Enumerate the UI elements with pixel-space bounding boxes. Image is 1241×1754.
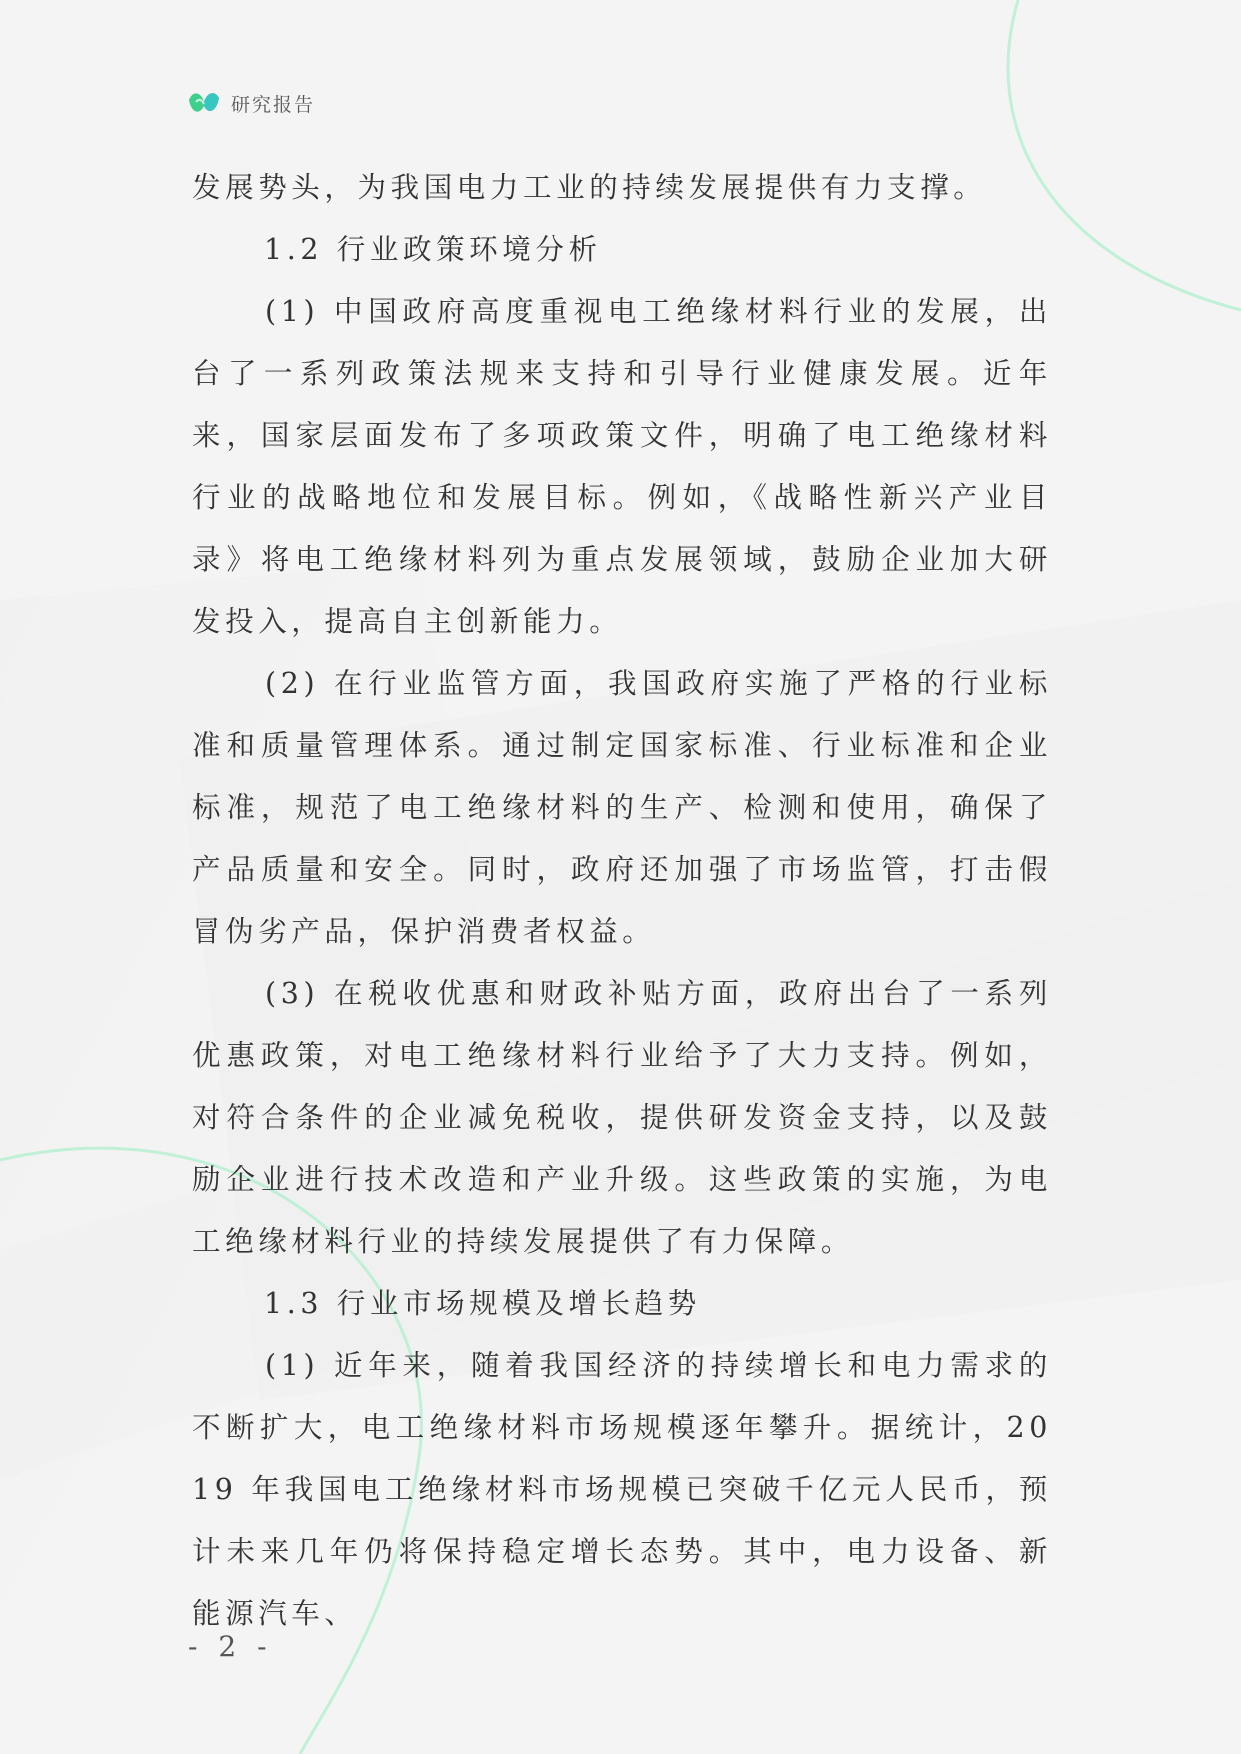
paragraph-policy-3: (3) 在税收优惠和财政补贴方面，政府出台了一系列优惠政策，对电工绝缘材料行业给予了大力支持。例如，对符合条件的企业减免税收，提供研发资金支持，以及鼓励企业进行技术改造和产业升级。这些政策的实施，为电工绝缘材料行业的持续发展提供了有力保障。	[192, 977, 1052, 1258]
paragraph-continuation: 发展势头，为我国电力工业的持续发展提供有力支撑。	[192, 171, 987, 204]
section-heading-1-2: 1.2 行业政策环境分析	[264, 233, 602, 266]
header-label: 研究报告	[231, 93, 316, 116]
paragraph-policy-2: (2) 在行业监管方面，我国政府实施了严格的行业标准和质量管理体系。通过制定国家标准、行业标准和企业标准，规范了电工绝缘材料的生产、检测和使用，确保了产品质量和安全。同时，政府还加强了市场监管，打击假冒伪劣产品，保护消费者权益。	[192, 667, 1052, 948]
logo-icon	[187, 88, 221, 118]
paragraph-market-1: (1) 近年来，随着我国经济的持续增长和电力需求的不断扩大，电工绝缘材料市场规模逐年攀升。据统计，2019 年我国电工绝缘材料市场规模已突破千亿元人民币，预计未来几年仍将保持稳定增长态势。其中，电力设备、新能源汽车、	[192, 1349, 1052, 1630]
paragraph-policy-1: (1) 中国政府高度重视电工绝缘材料行业的发展，出台了一系列政策法规来支持和引导行业健康发展。近年来，国家层面发布了多项政策文件，明确了电工绝缘材料行业的战略地位和发展目标。例如，《战略性新兴产业目录》将电工绝缘材料列为重点发展领域，鼓励企业加大研发投入，提高自主创新能力。	[192, 295, 1052, 638]
page-number: - 2 -	[188, 1630, 273, 1663]
section-heading-1-3: 1.3 行业市场规模及增长趋势	[264, 1287, 701, 1320]
report-header	[187, 88, 315, 118]
document-body	[192, 157, 1052, 1645]
